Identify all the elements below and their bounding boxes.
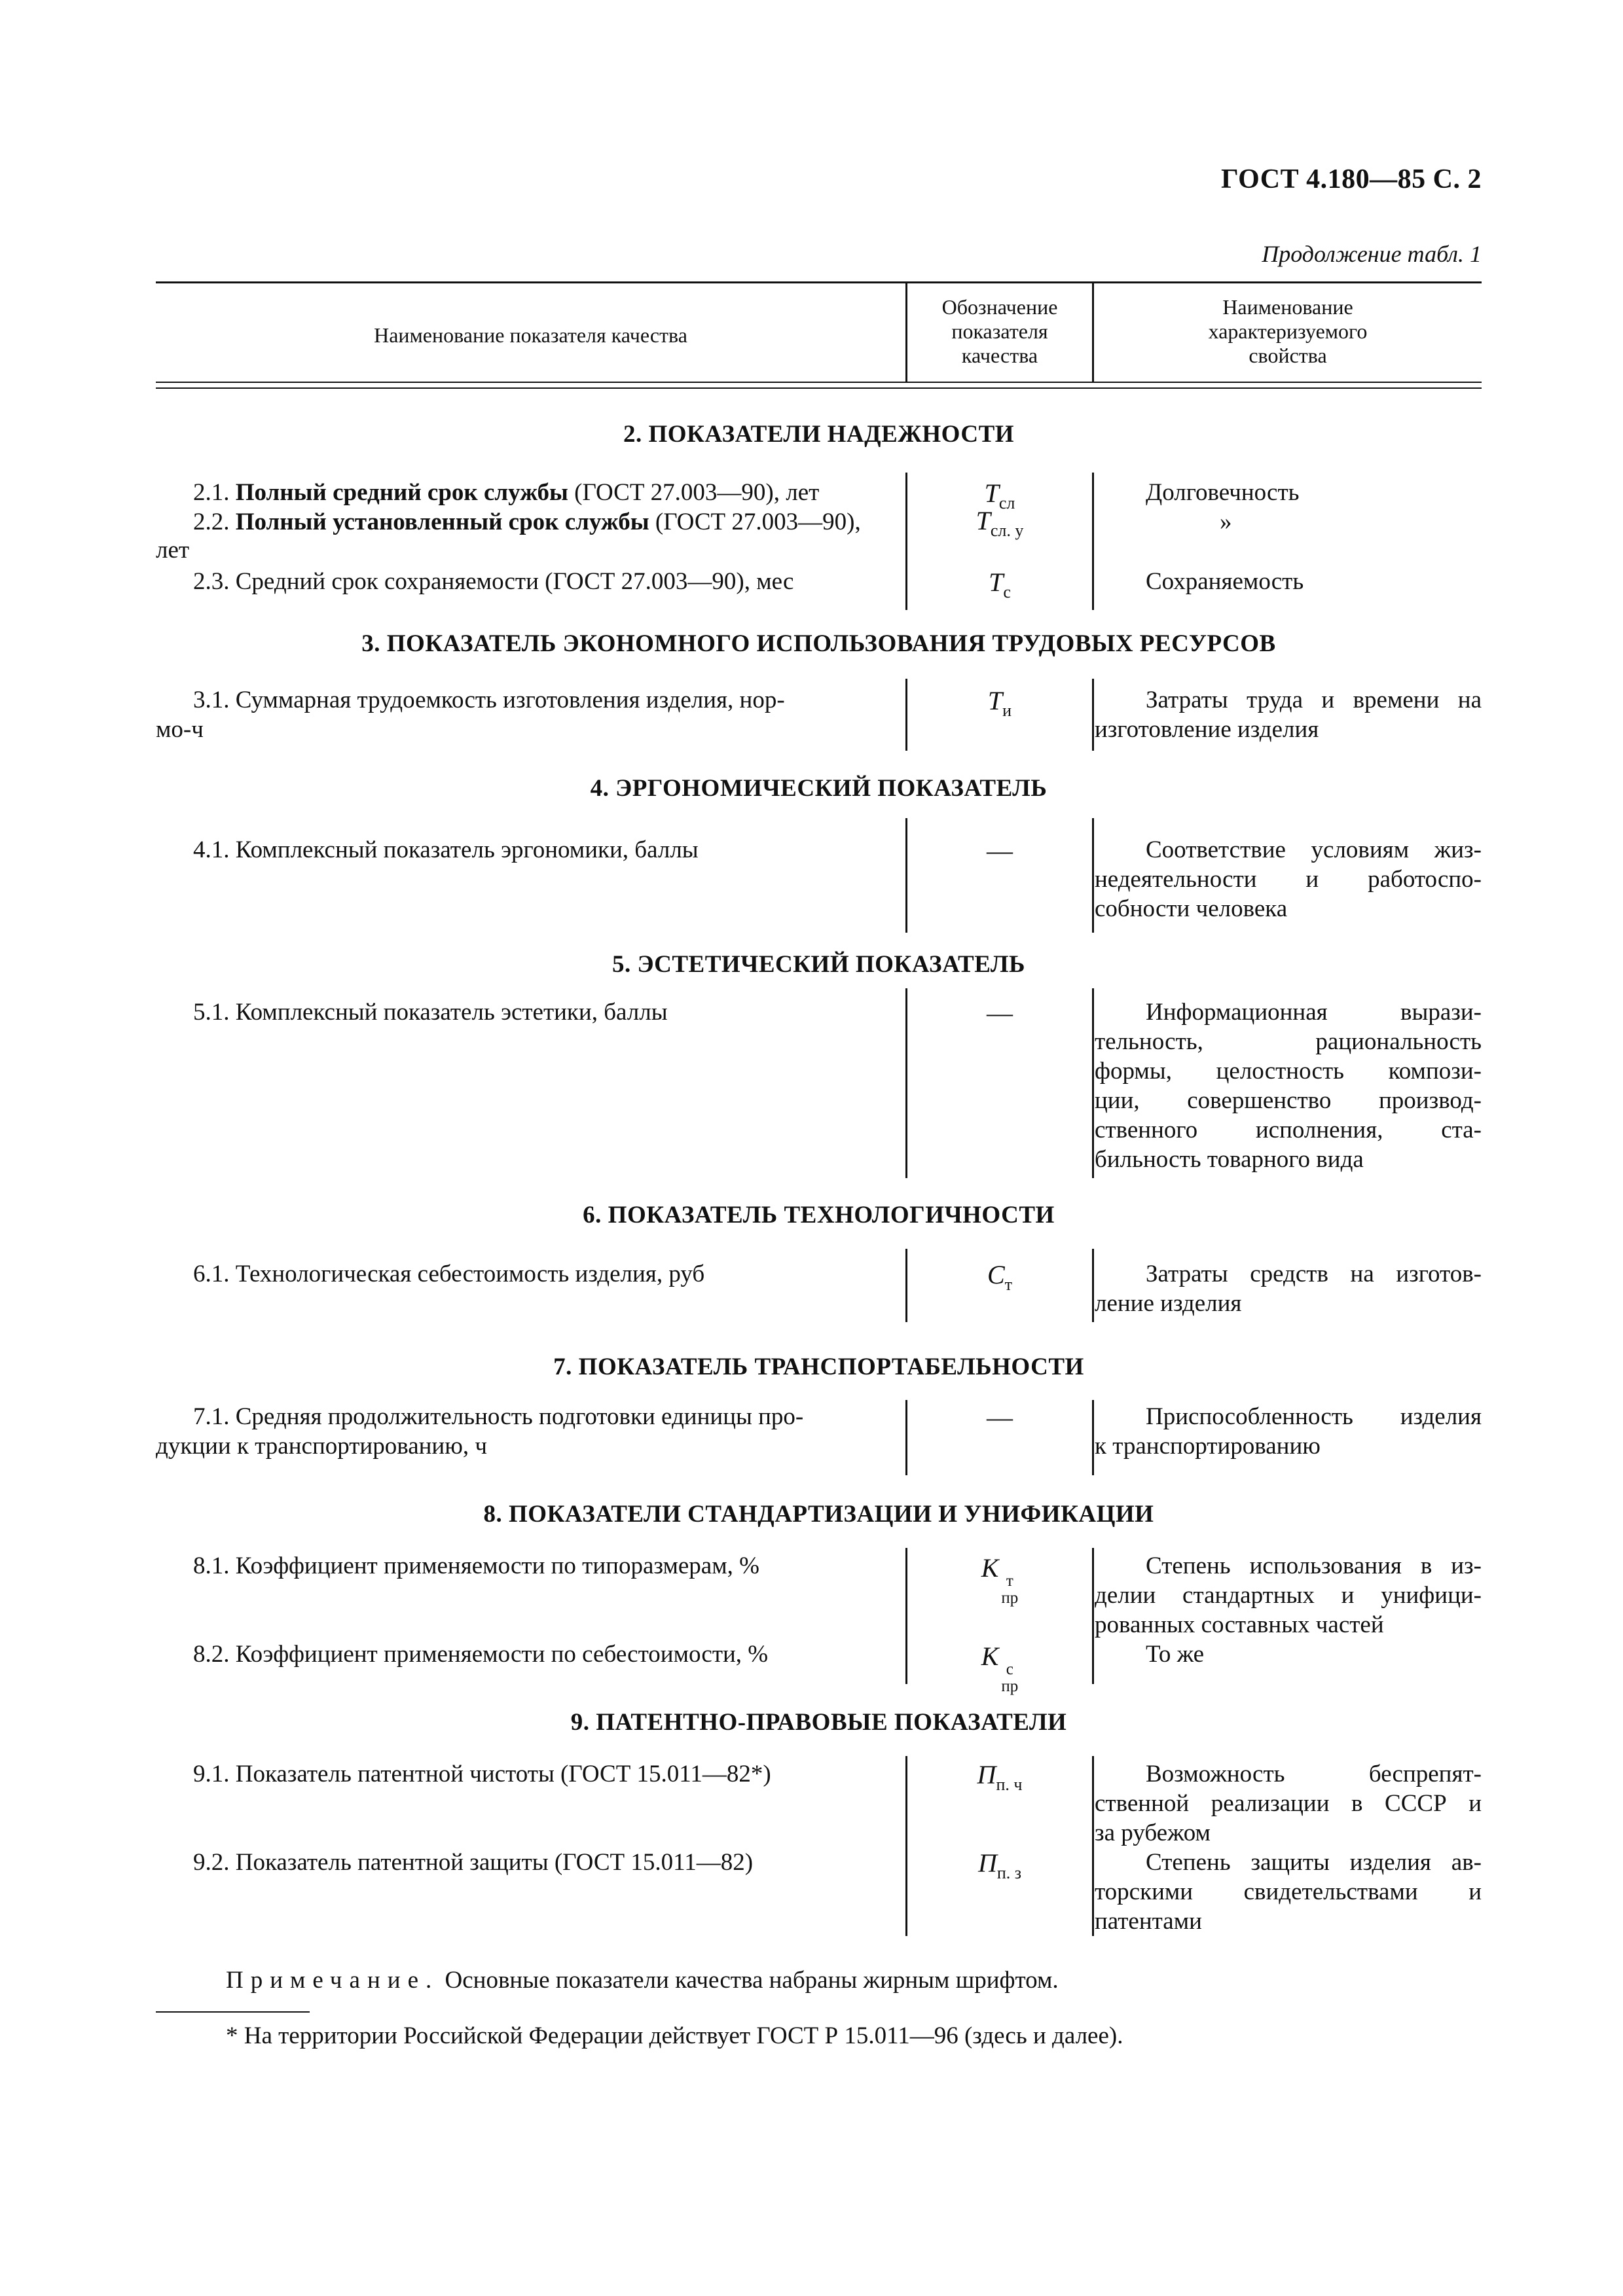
footnote-rule <box>156 2011 310 2013</box>
row-3-1-property-line2: изготовление изделия <box>1095 716 1319 743</box>
row-4-1-property-line2: недеятельности и работоспо- <box>1095 866 1482 893</box>
col-divider-s6-b <box>1092 1249 1094 1322</box>
table-header-rule-2 <box>156 387 1482 389</box>
table-note: Примечание. Основные показатели качества набраны жирным шрифтом. <box>226 1967 1059 1994</box>
row-3-1-property-line1: Затраты труда и времени на <box>1146 687 1482 713</box>
row-2-2-name: 2.2. Полный установленный срок службы (ГОСТ 27.003—90), <box>193 509 861 535</box>
row-2-1-name: 2.1. Полный средний срок службы (ГОСТ 27.003—90), лет <box>193 479 820 506</box>
row-5-1-property-line5: ственного исполнения, ста- <box>1095 1117 1482 1143</box>
col-divider-s5-b <box>1092 988 1094 1178</box>
col-divider-s8-a <box>905 1548 907 1684</box>
row-9-1-property-line3: за рубежом <box>1095 1820 1211 1846</box>
col-divider-s2-a <box>905 473 907 610</box>
row-7-1-symbol: — <box>987 1403 1013 1432</box>
row-8-1-symbol: K т пр <box>981 1553 1019 1607</box>
row-2-1-property: Долговечность <box>1146 479 1300 506</box>
row-9-2-property-line1: Степень защиты изделия ав- <box>1146 1849 1482 1876</box>
row-9-2-name: 9.2. Показатель патентной защиты (ГОСТ 15.011—82) <box>193 1849 754 1876</box>
row-9-2-property-line2: торскими свидетельствами и <box>1095 1878 1482 1905</box>
row-2-2-property: » <box>1220 509 1232 535</box>
section-title-aesthetic: 5. ЭСТЕТИЧЕСКИЙ ПОКАЗАТЕЛЬ <box>612 951 1025 978</box>
col-divider-s7-a <box>905 1400 907 1475</box>
row-4-1-symbol: — <box>987 836 1013 865</box>
footnote-text: * На территории Российской Федерации действует ГОСТ Р 15.011—96 (здесь и далее). <box>226 2022 1123 2049</box>
row-9-1-symbol: $П_{п. ч}$ <box>977 1760 1023 1794</box>
page-header: ГОСТ 4.180—85 С. 2 <box>1220 164 1482 194</box>
row-9-1-property-line1: Возможность беспрепят- <box>1146 1761 1482 1787</box>
col-divider-s4-a <box>905 818 907 933</box>
row-2-1-symbol: $T_{сл}$ <box>984 478 1015 512</box>
row-7-1-name-cont: дукции к транспортированию, ч <box>156 1433 487 1460</box>
row-6-1-property-line2: ление изделия <box>1095 1290 1242 1317</box>
row-3-1-name: 3.1. Суммарная трудоемкость изготовления изделия, нор- <box>193 687 785 713</box>
row-5-1-name: 5.1. Комплексный показатель эстетики, баллы <box>193 999 668 1026</box>
row-2-3-name: 2.3. Средний срок сохраняемости (ГОСТ 27.003—90), мес <box>193 568 794 595</box>
col-divider-s3-b <box>1092 679 1094 751</box>
col-divider-s8-b <box>1092 1548 1094 1684</box>
row-4-1-name: 4.1. Комплексный показатель эргономики, баллы <box>193 836 699 863</box>
col-divider-s9-b <box>1092 1756 1094 1936</box>
row-5-1-property-line1: Информационная вырази- <box>1146 999 1482 1026</box>
col-divider-s4-b <box>1092 818 1094 933</box>
row-7-1-name: 7.1. Средняя продолжительность подготовки единицы про- <box>193 1403 804 1430</box>
column-header-property: Наименование характеризуемого свойства <box>1208 295 1368 367</box>
row-2-3-symbol: $T_с$ <box>989 567 1011 601</box>
row-8-2-name: 8.2. Коэффициент применяемости по себестоимости, % <box>193 1641 769 1668</box>
section-title-transportability: 7. ПОКАЗАТЕЛЬ ТРАНСПОРТАБЕЛЬНОСТИ <box>553 1354 1084 1380</box>
row-4-1-property-line3: собности человека <box>1095 895 1288 922</box>
row-2-2-symbol: $T_{сл. у}$ <box>976 506 1024 540</box>
row-4-1-property-line1: Соответствие условиям жиз- <box>1146 836 1482 863</box>
row-2-3-property: Сохраняемость <box>1146 568 1304 595</box>
row-8-1-property-line1: Степень использования в из- <box>1146 1552 1482 1579</box>
col-divider-s7-b <box>1092 1400 1094 1475</box>
section-title-patent: 9. ПАТЕНТНО-ПРАВОВЫЕ ПОКАЗАТЕЛИ <box>570 1709 1067 1736</box>
col-divider-s2-b <box>1092 473 1094 610</box>
row-6-1-name: 6.1. Технологическая себестоимость изделия, руб <box>193 1261 705 1287</box>
section-title-standardization: 8. ПОКАЗАТЕЛИ СТАНДАРТИЗАЦИИ И УНИФИКАЦИИ <box>483 1501 1154 1528</box>
row-2-2-name-cont: лет <box>156 537 190 564</box>
row-5-1-property-line3: формы, целостность компози- <box>1095 1058 1482 1085</box>
row-3-1-name-cont: мо-ч <box>156 716 204 743</box>
col-divider-s5-a <box>905 988 907 1178</box>
section-title-manufacturability: 6. ПОКАЗАТЕЛЬ ТЕХНОЛОГИЧНОСТИ <box>583 1202 1055 1229</box>
row-6-1-property-line1: Затраты средств на изготов- <box>1146 1261 1482 1287</box>
row-5-1-property-line4: ции, совершенство производ- <box>1095 1087 1482 1114</box>
row-8-1-property-line3: рованных составных частей <box>1095 1611 1384 1638</box>
column-header-indicator-name: Наименование показателя качества <box>374 323 687 347</box>
row-8-2-property: То же <box>1146 1641 1205 1668</box>
row-9-2-property-line3: патентами <box>1095 1908 1202 1935</box>
row-7-1-property-line2: к транспортированию <box>1095 1433 1321 1460</box>
row-3-1-symbol: $T_и$ <box>987 686 1012 720</box>
row-8-1-property-line2: делии стандартных и унифици- <box>1095 1582 1482 1609</box>
row-9-1-property-line2: ственной реализации в СССР и <box>1095 1790 1482 1817</box>
row-8-2-symbol: K с пр <box>981 1641 1019 1695</box>
section-title-reliability: 2. ПОКАЗАТЕЛИ НАДЕЖНОСТИ <box>623 421 1015 448</box>
section-title-ergonomic: 4. ЭРГОНОМИЧЕСКИЙ ПОКАЗАТЕЛЬ <box>590 775 1048 802</box>
row-5-1-property-line6: бильность товарного вида <box>1095 1146 1364 1173</box>
table-top-rule <box>156 281 1482 283</box>
row-8-1-name: 8.1. Коэффициент применяемости по типоразмерам, % <box>193 1552 759 1579</box>
row-9-2-symbol: $П_{п. з}$ <box>977 1848 1022 1882</box>
row-5-1-symbol: — <box>987 998 1013 1028</box>
column-header-designation: Обозначение показателя качества <box>941 295 1058 367</box>
row-9-1-name: 9.1. Показатель патентной чистоты (ГОСТ 15.011—82*) <box>193 1761 771 1787</box>
table-header-rule-1 <box>156 382 1482 383</box>
row-6-1-symbol: $C_т$ <box>987 1260 1013 1294</box>
row-7-1-property-line1: Приспособленность изделия <box>1146 1403 1482 1430</box>
col-divider-s6-a <box>905 1249 907 1322</box>
col-divider-s3-a <box>905 679 907 751</box>
row-5-1-property-line2: тельность, рациональность <box>1095 1028 1482 1055</box>
col-divider-s9-a <box>905 1756 907 1936</box>
section-title-labor-resources: 3. ПОКАЗАТЕЛЬ ЭКОНОМНОГО ИСПОЛЬЗОВАНИЯ ТРУДОВЫХ РЕСУРСОВ <box>361 630 1276 657</box>
table-continuation-label: Продолжение табл. 1 <box>1262 241 1482 267</box>
